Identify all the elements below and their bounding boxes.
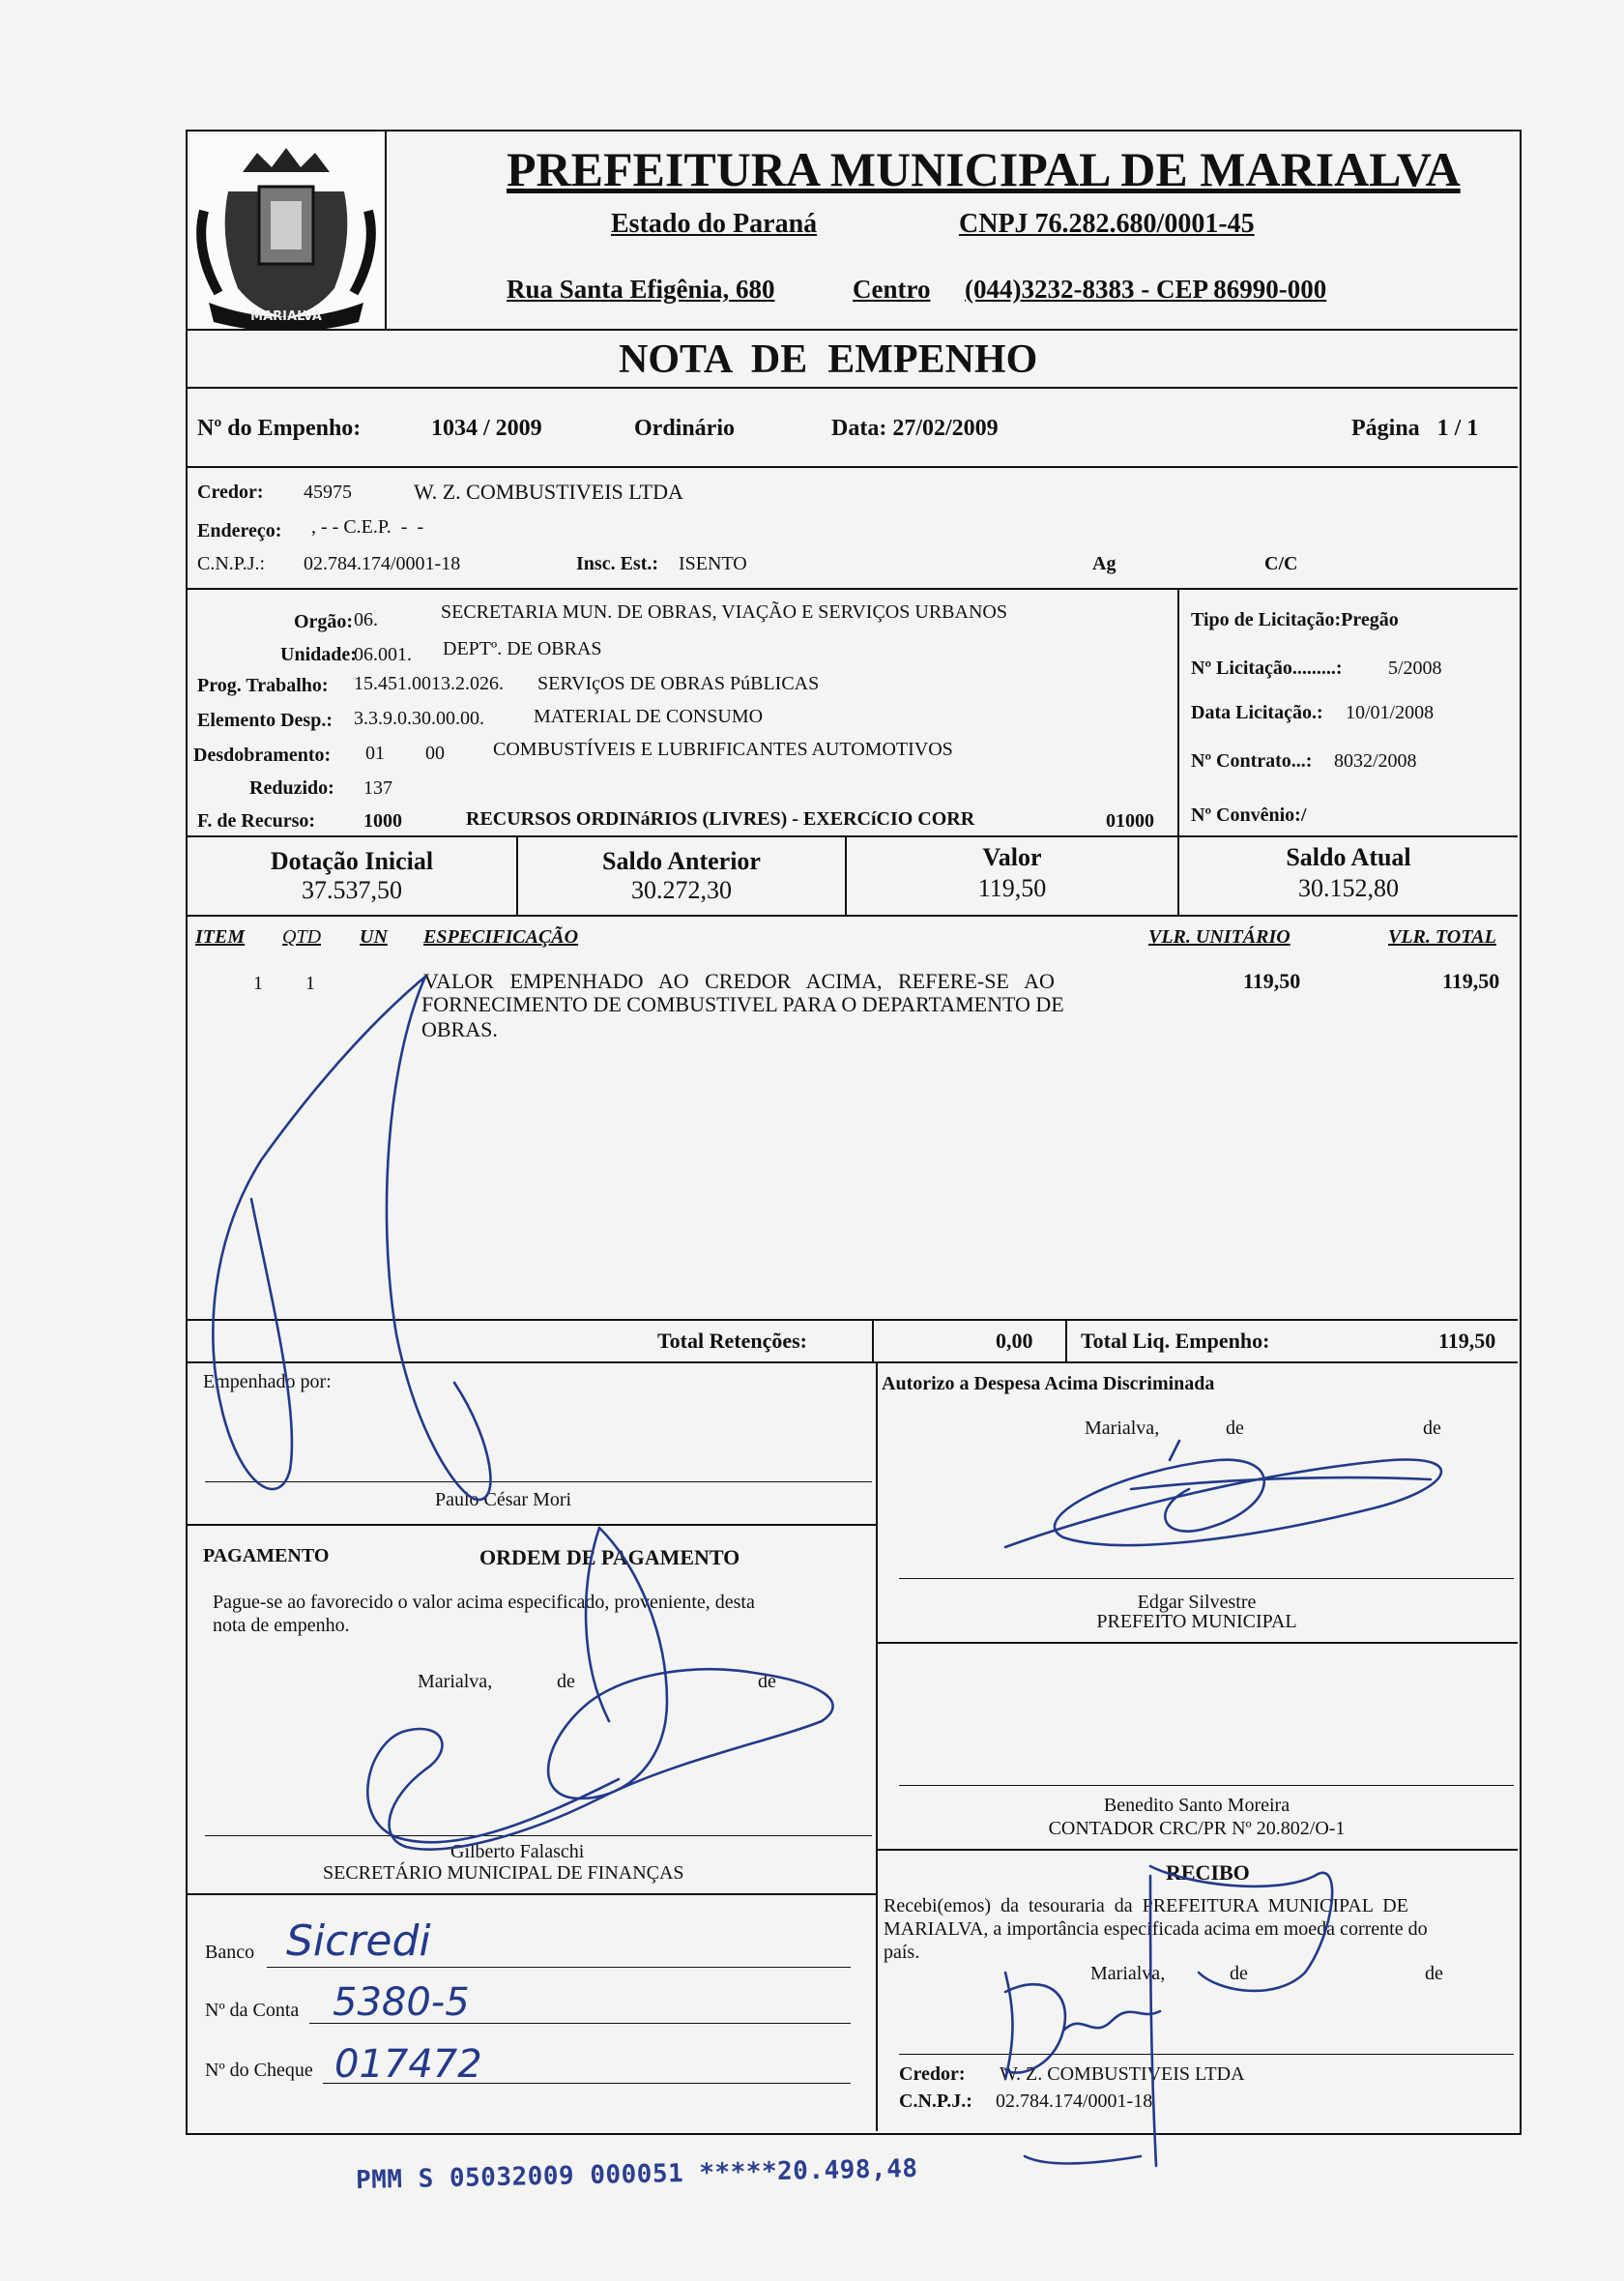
banco-handwritten: Sicredi (286, 1916, 431, 1966)
elem-name: MATERIAL DE CONSUMO (534, 706, 764, 727)
autorizo-de1: de (1226, 1418, 1244, 1439)
pagamento-de1: de (557, 1671, 575, 1692)
pagamento-place: Marialva, (418, 1671, 493, 1692)
total-liq-value: 119,50 (1438, 1329, 1496, 1353)
empenho-type: Ordinário (634, 416, 736, 441)
empenhado-label: Empenhado por: (203, 1371, 332, 1392)
recibo-credor-label: Credor: (899, 2063, 966, 2085)
mechanical-stamp: PMM S 05032009 000051 *****20.498,48 (355, 2153, 918, 2196)
ag-label: Ag (1092, 553, 1116, 574)
licitacao-data: 10/01/2008 (1346, 702, 1435, 723)
valor-label: Valor (982, 843, 1042, 871)
col-un: UN (360, 926, 388, 948)
item-vlr-unitario: 119,50 (1243, 969, 1301, 993)
desd-b: 00 (425, 743, 445, 764)
recibo-text1: Recebi(emos) da tesouraria da PREFEITURA MUNICIPAL DE (884, 1895, 1408, 1916)
page-number: Página 1 / 1 (1351, 416, 1479, 441)
licitacao-numero: 5/2008 (1388, 658, 1442, 679)
recibo-title: RECIBO (1166, 1860, 1250, 1885)
dotacao-inicial-value: 37.537,50 (302, 876, 402, 904)
insc-value: ISENTO (679, 553, 747, 574)
item-spec-line1: VALOR EMPENHADO AO CREDOR ACIMA, REFERE-SE AO (423, 969, 1055, 993)
col-vlr-total: VLR. TOTAL (1388, 926, 1496, 948)
recibo-de1: de (1230, 1963, 1248, 1984)
empenhado-name: Paulo César Mori (435, 1489, 572, 1510)
item-number: 1 (253, 973, 263, 994)
secretario-name: Gilberto Falaschi (450, 1841, 585, 1862)
divider (188, 915, 1518, 917)
pagamento-label: PAGAMENTO (203, 1545, 330, 1566)
unidade-label: Unidade: (280, 644, 357, 665)
cc-label: C/C (1264, 553, 1298, 574)
empenho-label: Nº do Empenho: (197, 416, 362, 441)
secretario-role: SECRETÁRIO MUNICIPAL DE FINANÇAS (323, 1862, 684, 1884)
licitacao-data-label: Data Licitação.: (1191, 702, 1323, 723)
divider (872, 1319, 874, 1361)
header-phone-cep: (044)3232-8383 - CEP 86990-000 (965, 275, 1327, 304)
signature-line (899, 1785, 1514, 1786)
prog-code: 15.451.0013.2.026. (354, 673, 504, 694)
fonte-code2: 01000 (1106, 810, 1154, 832)
autorizo-label: Autorizo a Despesa Acima Discriminada (882, 1373, 1215, 1394)
total-liq-label: Total Liq. Empenho: (1081, 1329, 1270, 1353)
cnpj-value: 02.784.174/0001-18 (304, 553, 461, 574)
fonte-code: 1000 (363, 810, 402, 832)
reduzido-code: 137 (363, 777, 392, 799)
contrato-value: 8032/2008 (1334, 750, 1417, 772)
recibo-place: Marialva, (1090, 1963, 1166, 1984)
empenho-number: 1034 / 2009 (431, 416, 542, 441)
pagamento-text1: Pague-se ao favorecido o valor acima especificado, proveniente, desta (213, 1592, 755, 1613)
divider (876, 1642, 1518, 1644)
autorizo-place: Marialva, (1085, 1418, 1160, 1439)
orgao-code: 06. (354, 609, 378, 630)
recibo-credor-value: W. Z. COMBUSTIVEIS LTDA (1000, 2063, 1245, 2085)
orgao-label: Orgão: (294, 611, 354, 632)
ordem-pagamento: ORDEM DE PAGAMENTO (479, 1545, 740, 1569)
credor-name: W. Z. COMBUSTIVEIS LTDA (414, 480, 683, 504)
address-label: Endereço: (197, 520, 282, 541)
field-line (309, 2023, 851, 2024)
unidade-code: 06.001. (354, 644, 412, 665)
saldo-atual-label: Saldo Atual (1286, 843, 1411, 871)
item-qtd: 1 (305, 973, 315, 994)
signature-line (205, 1481, 872, 1482)
divider (188, 329, 1518, 331)
prefeito-name: Edgar Silvestre (1137, 1592, 1257, 1613)
signature-line (205, 1835, 872, 1836)
col-vlr-unitario: VLR. UNITÁRIO (1148, 926, 1290, 948)
prog-label: Prog. Trabalho: (197, 675, 329, 696)
cheque-handwritten: 017472 (334, 2042, 482, 2087)
licitacao-tipo: Tipo de Licitação:Pregão (1191, 609, 1399, 630)
cnpj-label: C.N.P.J.: (197, 553, 266, 574)
saldo-anterior-label: Saldo Anterior (602, 847, 761, 875)
crest-banner-text: MARIALVA (250, 309, 322, 324)
header-state: Estado do Paraná (611, 209, 818, 239)
credor-code: 45975 (304, 482, 352, 503)
divider (1177, 588, 1179, 835)
recibo-cnpj-value: 02.784.174/0001-18 (996, 2091, 1153, 2112)
banco-label: Banco (205, 1942, 255, 1963)
credor-label: Credor: (197, 482, 264, 503)
recibo-text2: MARIALVA, a importância especificada acima em moeda corrente do (884, 1918, 1428, 1940)
header-cnpj: CNPJ 76.282.680/0001-45 (959, 209, 1255, 239)
empenho-date: Data: 27/02/2009 (831, 416, 999, 441)
divider (188, 1524, 876, 1526)
desd-name: COMBUSTÍVEIS E LUBRIFICANTES AUTOMOTIVOS (493, 739, 953, 760)
conta-label: Nº da Conta (205, 2000, 300, 2021)
dotacao-inicial-label: Dotação Inicial (270, 847, 434, 875)
valor-value: 119,50 (977, 874, 1047, 902)
divider (188, 588, 1518, 590)
divider (876, 1849, 1518, 1851)
saldo-atual-value: 30.152,80 (1298, 874, 1399, 902)
header-district: Centro (853, 275, 931, 304)
contador-role: CONTADOR CRC/PR Nº 20.802/O-1 (1048, 1818, 1346, 1839)
header-address: Rua Santa Efigênia, 680 (507, 275, 775, 304)
signature-line (899, 1578, 1514, 1579)
desd-a: 01 (365, 743, 385, 764)
signature-line (899, 2054, 1514, 2055)
address-value: , - - C.E.P. - - (311, 516, 424, 538)
fonte-name: RECURSOS ORDINáRIOS (LIVRES) - EXERCíCIO CORR (466, 808, 975, 830)
elem-label: Elemento Desp.: (197, 710, 333, 731)
divider (188, 387, 1518, 389)
cheque-label: Nº do Cheque (205, 2060, 313, 2081)
autorizo-de2: de (1423, 1418, 1441, 1439)
conta-handwritten: 5380-5 (333, 1980, 470, 2025)
col-especificacao: ESPECIFICAÇÃO (423, 926, 579, 948)
desd-label: Desdobramento: (193, 745, 332, 766)
divider (188, 1361, 1518, 1363)
orgao-name: SECRETARIA MUN. DE OBRAS, VIAÇÃO E SERVIÇOS URBANOS (441, 601, 1007, 623)
crest-divider (385, 132, 387, 329)
document-title: NOTA DE EMPENHO (619, 337, 1038, 382)
divider (188, 1319, 1518, 1321)
divider (1065, 1319, 1067, 1361)
convenio: Nº Convênio:/ (1191, 804, 1307, 826)
total-retencoes-value: 0,00 (996, 1329, 1033, 1353)
field-line (323, 2083, 851, 2084)
col-qtd: QTD (282, 926, 322, 948)
divider (188, 835, 1518, 837)
header-title: PREFEITURA MUNICIPAL DE MARIALVA (507, 142, 1461, 196)
item-spec-line3: OBRAS. (421, 1017, 498, 1041)
insc-label: Insc. Est.: (576, 553, 659, 574)
municipal-crest (189, 133, 383, 329)
col-item: ITEM (195, 926, 246, 948)
contador-name: Benedito Santo Moreira (1103, 1795, 1290, 1816)
recibo-cnpj-label: C.N.P.J.: (899, 2091, 972, 2112)
pagamento-de2: de (758, 1671, 776, 1692)
divider (188, 1893, 876, 1895)
field-line (267, 1967, 851, 1968)
reduzido-label: Reduzido: (249, 777, 334, 799)
item-spec-line2: FORNECIMENTO DE COMBUSTIVEL PARA O DEPARTAMENTO DE (421, 992, 1064, 1016)
prog-name: SERVIçOS DE OBRAS PúBLICAS (537, 673, 820, 694)
total-retencoes-label: Total Retenções: (657, 1329, 807, 1353)
recibo-de2: de (1425, 1963, 1443, 1984)
divider (188, 466, 1518, 468)
elem-code: 3.3.9.0.30.00.00. (354, 708, 484, 729)
saldo-anterior-value: 30.272,30 (631, 876, 732, 904)
unidade-name: DEPTº. DE OBRAS (443, 638, 602, 659)
licitacao-numero-label: Nº Licitação.........: (1191, 658, 1343, 679)
pagamento-text2: nota de empenho. (213, 1615, 350, 1636)
contrato-label: Nº Contrato...: (1191, 750, 1313, 772)
recibo-text3: país. (884, 1942, 920, 1963)
prefeito-role: PREFEITO MUNICIPAL (1096, 1611, 1297, 1632)
item-vlr-total: 119,50 (1442, 969, 1500, 993)
divider (876, 1361, 878, 2131)
fonte-label: F. de Recurso: (197, 810, 316, 832)
